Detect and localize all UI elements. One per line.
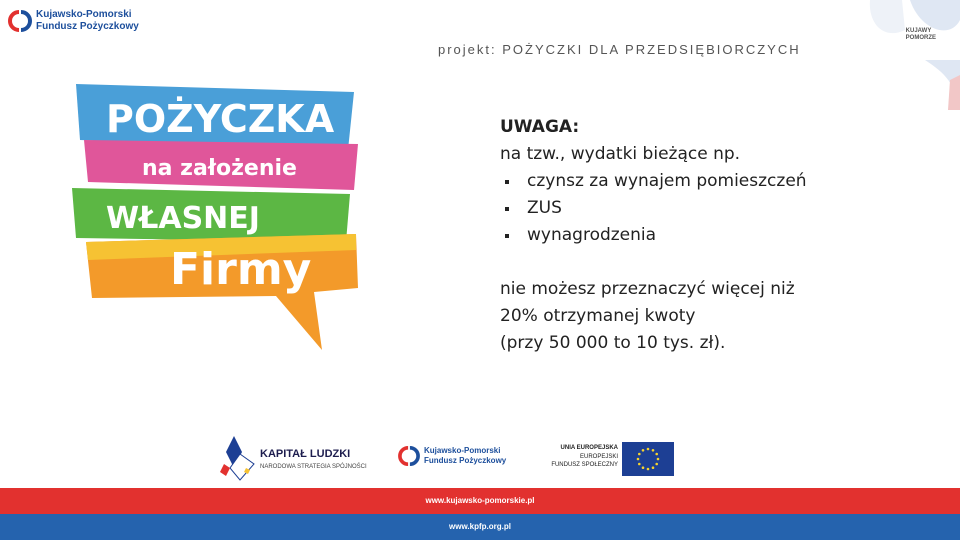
kapital-ludzki-icon	[220, 434, 256, 482]
eu-logo	[550, 442, 675, 476]
kpfp-partner-line1: Kujawsko-Pomorski	[424, 446, 501, 455]
banner-word1: POŻYCZKA	[106, 97, 335, 141]
limit-line1: nie możesz przeznaczyć więcej niż	[500, 279, 795, 299]
kapital-ludzki-title: KAPITAŁ LUDZKI	[260, 448, 351, 460]
notice-title: UWAGA:	[500, 117, 580, 137]
expense-list	[500, 168, 880, 249]
corner-text-line2: POMORZE	[905, 35, 936, 41]
project-title	[438, 42, 801, 57]
limit-paragraph	[500, 276, 880, 357]
list-item: ZUS	[500, 195, 880, 222]
loan-banner-graphic	[62, 78, 362, 353]
kapital-ludzki-subtitle: NARODOWA STRATEGIA SPÓJNOŚCI	[260, 464, 367, 470]
partner-logos	[220, 432, 690, 484]
project-prefix: projekt:	[438, 42, 503, 57]
kpfp-partner-icon	[398, 446, 420, 466]
org-name-line2: Fundusz Pożyczkowy	[36, 21, 139, 32]
footer-blue-bar	[0, 514, 960, 540]
eu-line2: EUROPEJSKI	[579, 454, 618, 460]
kpfp-logo	[8, 8, 158, 34]
list-item: wynagrodzenia	[500, 222, 880, 249]
org-name-line1: Kujawsko-Pomorski	[36, 9, 132, 20]
footer-link-region[interactable]: www.kujawsko-pomorskie.pl	[425, 496, 535, 505]
kapital-ludzki-logo	[220, 434, 380, 484]
footer-red-bar	[0, 488, 960, 514]
kujawy-pomorze-logo	[830, 0, 960, 110]
eu-line1: UNIA EUROPEJSKA	[560, 445, 618, 451]
kpfp-partner-line2: Fundusz Pożyczkowy	[424, 456, 507, 465]
corner-text-line1: KUJAWY	[905, 28, 932, 34]
kpfp-partner-logo	[398, 446, 528, 476]
limit-line2: 20% otrzymanej kwoty	[500, 306, 696, 326]
limit-line3: (przy 50 000 to 10 tys. zł).	[500, 333, 726, 353]
kpfp-logo-icon	[8, 10, 32, 32]
eu-line3: FUNDUSZ SPOŁECZNY	[551, 462, 618, 468]
corner-logo-text	[906, 28, 936, 42]
notice-content	[500, 114, 880, 357]
list-item: czynsz za wynajem pomieszczeń	[500, 168, 880, 195]
banner-word4: Firmy	[170, 244, 312, 295]
eu-flag-icon	[622, 442, 674, 476]
notice-intro: na tzw., wydatki bieżące np.	[500, 144, 741, 164]
banner-word2: na założenie	[142, 156, 297, 181]
footer-link-kpfp[interactable]: www.kpfp.org.pl	[449, 522, 511, 531]
project-name: POŻYCZKI DLA PRZEDSIĘBIORCZYCH	[502, 42, 801, 57]
banner-word3: WŁASNEJ	[106, 201, 260, 236]
corner-swoosh-icon	[830, 0, 960, 110]
